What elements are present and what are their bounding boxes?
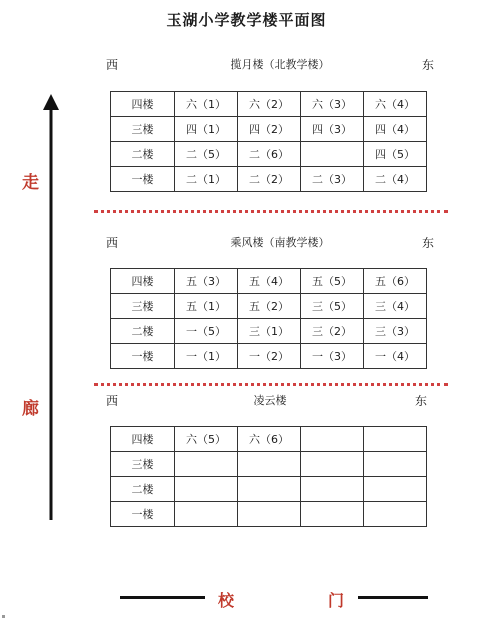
classroom-cell: 二（5）	[175, 142, 238, 167]
classroom-cell	[301, 427, 364, 452]
classroom-cell	[301, 502, 364, 527]
classroom-cell: 六（5）	[175, 427, 238, 452]
classroom-cell: 五（2）	[238, 294, 301, 319]
classroom-cell: 二（4）	[364, 167, 427, 192]
classroom-cell	[238, 502, 301, 527]
floor-label: 一楼	[111, 167, 175, 192]
east-label: 东	[415, 394, 428, 408]
classroom-cell	[364, 452, 427, 477]
classroom-cell: 一（5）	[175, 319, 238, 344]
building-name-lingyun: 凌云楼	[253, 394, 287, 407]
classroom-cell: 三（2）	[301, 319, 364, 344]
classroom-cell: 一（4）	[364, 344, 427, 369]
corridor-arrow-icon	[35, 92, 67, 522]
classroom-cell: 四（2）	[238, 117, 301, 142]
classroom-cell: 四（4）	[364, 117, 427, 142]
classroom-cell: 六（1）	[175, 92, 238, 117]
classroom-cell: 六（3）	[301, 92, 364, 117]
corridor-divider	[94, 210, 448, 213]
classroom-cell	[238, 477, 301, 502]
floor-label: 三楼	[111, 117, 175, 142]
classroom-cell: 六（2）	[238, 92, 301, 117]
classroom-cell: 三（5）	[301, 294, 364, 319]
classroom-cell: 五（5）	[301, 269, 364, 294]
classroom-cell: 二（1）	[175, 167, 238, 192]
floor-label: 四楼	[111, 427, 175, 452]
floor-label: 二楼	[111, 477, 175, 502]
classroom-cell: 五（6）	[364, 269, 427, 294]
classroom-cell: 二（3）	[301, 167, 364, 192]
floor-label: 二楼	[111, 319, 175, 344]
classroom-cell: 三（3）	[364, 319, 427, 344]
classroom-cell: 一（1）	[175, 344, 238, 369]
classroom-cell	[301, 452, 364, 477]
floor-label: 三楼	[111, 452, 175, 477]
classroom-cell: 二（2）	[238, 167, 301, 192]
east-label: 东	[422, 236, 435, 250]
building-table-lingyun	[110, 426, 427, 527]
classroom-cell	[364, 477, 427, 502]
classroom-cell: 二（6）	[238, 142, 301, 167]
corner-dot	[2, 615, 5, 618]
classroom-cell	[364, 502, 427, 527]
classroom-cell: 三（1）	[238, 319, 301, 344]
floor-label: 三楼	[111, 294, 175, 319]
building-name-south: 乘风楼（南教学楼）	[230, 236, 330, 249]
floor-label: 二楼	[111, 142, 175, 167]
classroom-cell: 五（1）	[175, 294, 238, 319]
corridor-label-bottom: 廊	[22, 399, 39, 419]
classroom-cell: 五（3）	[175, 269, 238, 294]
gate-line-left	[120, 596, 205, 599]
classroom-cell	[301, 477, 364, 502]
classroom-cell: 三（4）	[364, 294, 427, 319]
classroom-cell: 四（3）	[301, 117, 364, 142]
corridor-label-top: 走	[22, 173, 39, 193]
classroom-cell: 四（1）	[175, 117, 238, 142]
floor-label: 一楼	[111, 344, 175, 369]
classroom-cell: 一（3）	[301, 344, 364, 369]
classroom-cell: 六（4）	[364, 92, 427, 117]
gate-label-right: 门	[328, 591, 345, 610]
page-title: 玉湖小学教学楼平面图	[166, 11, 327, 29]
floor-label: 四楼	[111, 269, 175, 294]
gate-label-left: 校	[218, 591, 235, 610]
classroom-cell: 六（6）	[238, 427, 301, 452]
classroom-cell	[238, 452, 301, 477]
classroom-cell: 五（4）	[238, 269, 301, 294]
gate-line-right	[358, 596, 428, 599]
west-label: 西	[106, 394, 119, 408]
classroom-cell	[175, 477, 238, 502]
building-table-south	[110, 268, 427, 369]
west-label: 西	[106, 236, 119, 250]
classroom-cell	[364, 427, 427, 452]
floor-label: 四楼	[111, 92, 175, 117]
building-table-north	[110, 91, 427, 192]
floor-label: 一楼	[111, 502, 175, 527]
classroom-cell	[175, 452, 238, 477]
classroom-cell: 一（2）	[238, 344, 301, 369]
building-name-north: 揽月楼（北教学楼）	[230, 58, 330, 71]
classroom-cell	[301, 142, 364, 167]
classroom-cell	[175, 502, 238, 527]
east-label: 东	[422, 58, 435, 72]
classroom-cell: 四（5）	[364, 142, 427, 167]
west-label: 西	[106, 58, 119, 72]
corridor-divider	[94, 383, 448, 386]
